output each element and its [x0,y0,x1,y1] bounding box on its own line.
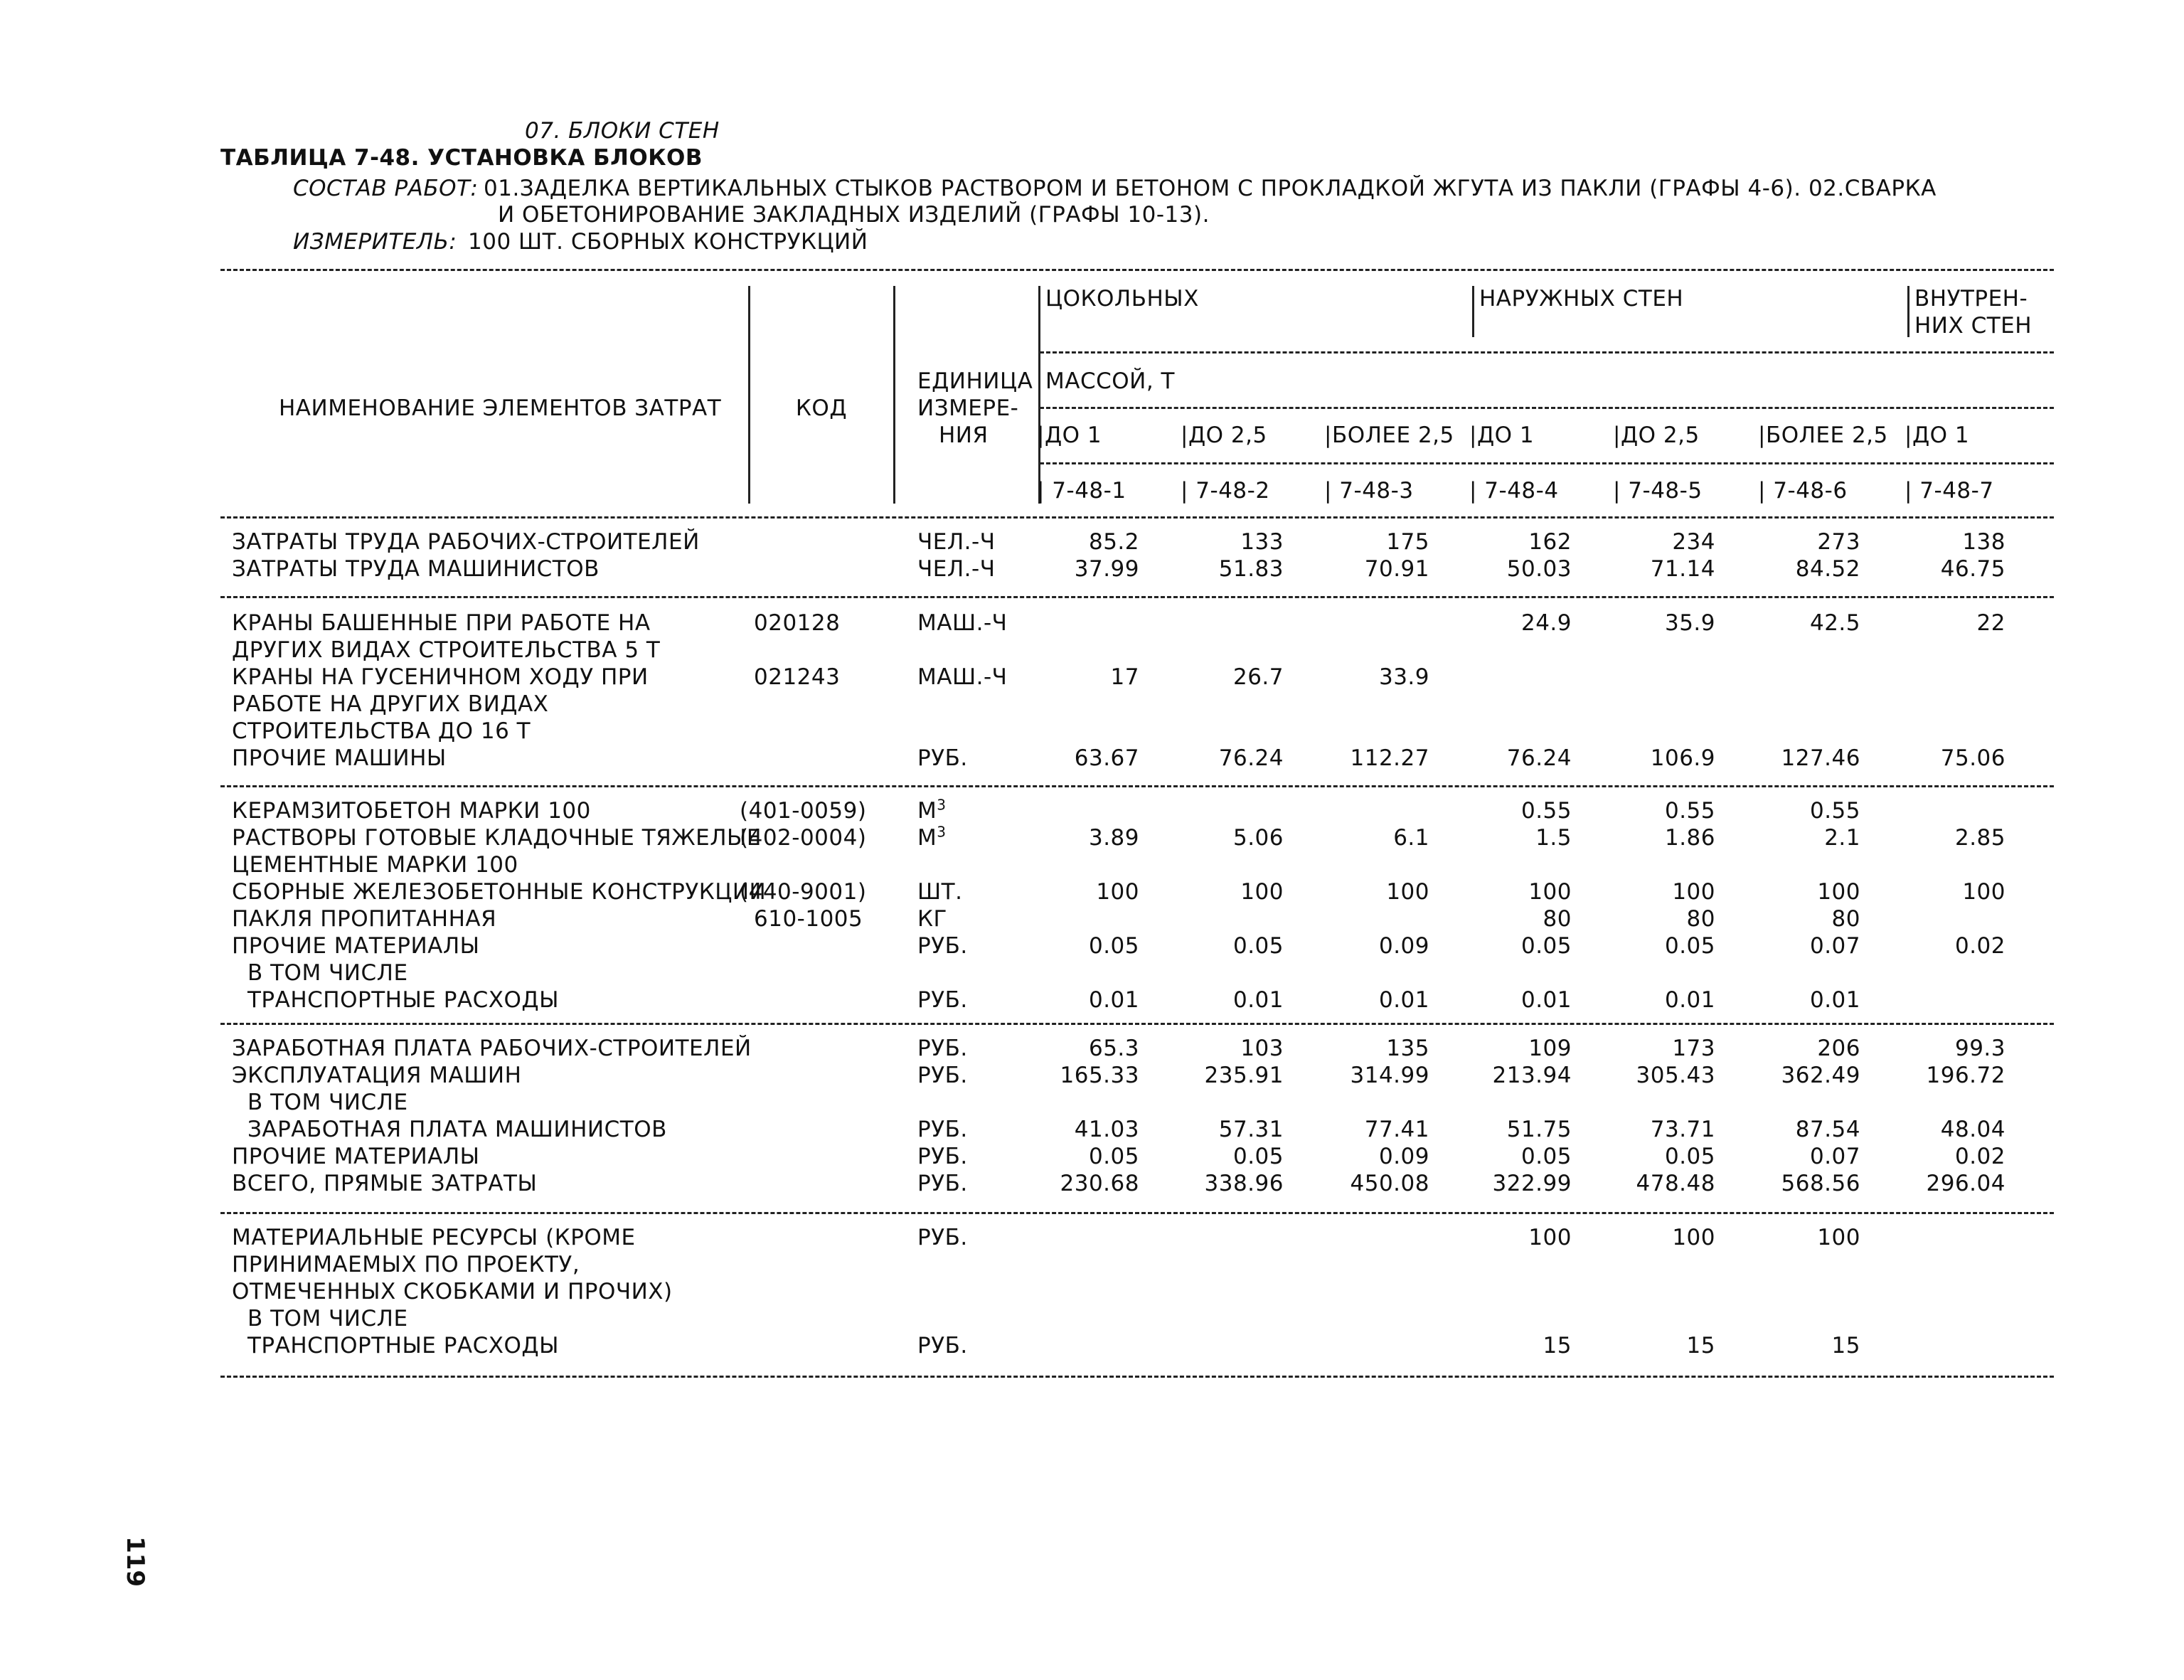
row-name: КЕРАМЗИТОБЕТОН МАРКИ 100 [232,798,591,824]
row-value: 0.01 [1088,987,1139,1013]
row-value: 76.24 [1218,745,1284,771]
mass-class-6: |БОЛЕЕ 2,5 [1758,422,1888,448]
row-value: 15 [1686,1333,1715,1359]
table-top-rule [220,269,2054,271]
row-name: ТРАНСПОРТНЫЕ РАСХОДЫ [247,1333,559,1359]
table-bottom-rule [220,1376,2054,1378]
row-value: 99.3 [1954,1036,2005,1061]
group-base: ЦОКОЛЬНЫХ [1045,286,1199,312]
row-value: 135 [1386,1036,1429,1061]
row-name-cont: СТРОИТЕЛЬСТВА ДО 16 Т [232,718,531,744]
header-bottom-rule [220,516,2054,519]
row-code: (401-0059) [740,798,867,824]
row-value: 206 [1817,1036,1860,1061]
row-value: 80 [1831,906,1860,932]
row-value: 100 [1672,879,1715,905]
row-unit: РУБ. [917,987,968,1013]
work-line-2: И ОБЕТОНИРОВАНИЕ ЗАКЛАДНЫХ ИЗДЕЛИЙ (ГРАФЫ 10-13). [498,202,1210,228]
row-unit: РУБ. [917,1036,968,1061]
row-value: 213.94 [1492,1063,1572,1088]
row-value: 65.3 [1088,1036,1139,1061]
row-name-cont: ЦЕМЕНТНЫЕ МАРКИ 100 [232,852,518,878]
mass-class-2: |ДО 2,5 [1181,422,1267,448]
row-value: 70.91 [1364,556,1429,582]
col-sep-name [748,286,750,504]
row-value: 6.1 [1393,825,1429,851]
row-value: 273 [1817,529,1860,555]
row-value: 109 [1528,1036,1572,1061]
row-value: 71.14 [1650,556,1715,582]
row-value: 0.05 [1088,1144,1139,1169]
col-sep-inner [1907,286,1909,337]
col-sep-code [893,286,895,504]
header-rule-1 [1040,351,2054,353]
row-value: 80 [1686,906,1715,932]
section-rule-2 [220,785,2054,787]
row-value: 22 [1976,610,2005,636]
row-value: 1.5 [1535,825,1572,851]
row-value: 0.01 [1378,987,1429,1013]
row-value: 162 [1528,529,1572,555]
row-value: 3.89 [1088,825,1139,851]
unit-superscript: 3 [937,796,947,814]
group-inner-2: НИХ СТЕН [1914,313,2033,339]
row-code: 610-1005 [754,906,863,932]
row-value: 100 [1386,879,1429,905]
row-value: 0.07 [1809,933,1860,959]
row-value: 100 [1817,879,1860,905]
row-value: 77.41 [1364,1117,1429,1142]
row-unit: МАШ.-Ч [917,610,1008,636]
row-value: 73.71 [1650,1117,1715,1142]
row-value: 100 [1817,1225,1860,1250]
row-value: 103 [1240,1036,1284,1061]
row-name-cont: ОТМЕЧЕННЫХ СКОБКАМИ И ПРОЧИХ) [232,1279,673,1304]
row-name: ПРОЧИЕ МАШИНЫ [232,745,447,771]
row-value: 100 [1528,879,1572,905]
row-unit: КГ [917,906,947,932]
row-value: 0.05 [1664,1144,1715,1169]
row-value: 0.05 [1520,1144,1572,1169]
row-value: 24.9 [1520,610,1572,636]
row-name: ЗАТРАТЫ ТРУДА РАБОЧИХ-СТРОИТЕЛЕЙ [232,529,700,555]
row-value: 33.9 [1378,664,1429,690]
section-rule-4 [220,1212,2054,1214]
row-value: 50.03 [1506,556,1572,582]
row-value: 0.01 [1809,987,1860,1013]
row-value: 0.02 [1954,1144,2005,1169]
norm-code-6: | 7-48-6 [1758,478,1848,504]
row-unit: РУБ. [917,745,968,771]
row-name: КРАНЫ БАШЕННЫЕ ПРИ РАБОТЕ НА [232,610,651,636]
row-value: 63.67 [1074,745,1139,771]
row-value: 15 [1543,1333,1572,1359]
row-value: 0.55 [1520,798,1572,824]
row-code: 020128 [754,610,841,636]
row-value: 26.7 [1232,664,1284,690]
row-code: (440-9001) [740,879,867,905]
unit-col-header-2: ИЗМЕРЕ- [917,395,1019,421]
row-value: 338.96 [1204,1171,1284,1196]
mass-class-5: |ДО 2,5 [1613,422,1700,448]
row-value: 35.9 [1664,610,1715,636]
row-name-cont: ДРУГИХ ВИДАХ СТРОИТЕЛЬСТВА 5 Т [232,637,661,663]
row-value: 0.01 [1664,987,1715,1013]
header-rule-2 [1040,407,2054,409]
row-value: 46.75 [1940,556,2005,582]
row-value: 0.09 [1378,1144,1429,1169]
norm-code-2: | 7-48-2 [1181,478,1270,504]
row-value: 106.9 [1650,745,1715,771]
norm-code-7: | 7-48-7 [1905,478,1994,504]
work-line-1: 01.ЗАДЕЛКА ВЕРТИКАЛЬНЫХ СТЫКОВ РАСТВОРОМ И БЕТОНОМ С ПРОКЛАДКОЙ ЖГУТА ИЗ ПАКЛИ (ГРАФЫ 4-6). 02.СВАРКА [484,176,1937,201]
row-value: 322.99 [1492,1171,1572,1196]
row-name: СБОРНЫЕ ЖЕЛЕЗОБЕТОННЫЕ КОНСТРУКЦИИ [232,879,767,905]
row-name: ЗАТРАТЫ ТРУДА МАШИНИСТОВ [232,556,600,582]
row-value: 112.27 [1350,745,1429,771]
measure-label: ИЗМЕРИТЕЛЬ: [293,229,457,255]
row-value: 0.05 [1232,1144,1284,1169]
row-value: 133 [1240,529,1284,555]
row-name: ВСЕГО, ПРЯМЫЕ ЗАТРАТЫ [232,1171,538,1196]
row-value: 87.54 [1795,1117,1860,1142]
row-value: 2.85 [1954,825,2005,851]
row-value: 0.01 [1520,987,1572,1013]
row-value: 0.09 [1378,933,1429,959]
row-name-cont: ПРИНИМАЕМЫХ ПО ПРОЕКТУ, [232,1252,580,1277]
table-title: ТАБЛИЦА 7-48. УСТАНОВКА БЛОКОВ [220,145,703,171]
row-value: 51.75 [1506,1117,1572,1142]
row-name-cont: В ТОМ ЧИСЛЕ [247,1306,408,1331]
col-sep-outer [1472,286,1474,337]
page-number: 119 [121,1536,149,1587]
row-unit: РУБ. [917,1225,968,1250]
mass-class-7: |ДО 1 [1905,422,1970,448]
norm-code-3: | 7-48-3 [1324,478,1414,504]
row-value: 0.05 [1664,933,1715,959]
section-title: 07. БЛОКИ СТЕН [525,118,720,144]
row-value: 0.05 [1520,933,1572,959]
row-value: 0.07 [1809,1144,1860,1169]
group-outer: НАРУЖНЫХ СТЕН [1479,286,1684,312]
row-name: ЗАРАБОТНАЯ ПЛАТА РАБОЧИХ-СТРОИТЕЛЕЙ [232,1036,752,1061]
row-value: 0.02 [1954,933,2005,959]
row-unit: РУБ. [917,1117,968,1142]
row-code: 021243 [754,664,841,690]
section-rule-3 [220,1023,2054,1025]
row-name-cont: РАБОТЕ НА ДРУГИХ ВИДАХ [232,691,549,717]
row-value: 2.1 [1824,825,1860,851]
row-value: 0.55 [1664,798,1715,824]
row-code: (402-0004) [740,825,867,851]
row-value: 235.91 [1204,1063,1284,1088]
row-value: 568.56 [1781,1171,1860,1196]
row-value: 314.99 [1350,1063,1429,1088]
col-sep-unit [1038,286,1040,504]
header-rule-3 [1040,462,2054,464]
row-unit: $М^3$ [917,823,947,851]
unit-col-header-1: ЕДИНИЦА [917,368,1033,394]
row-name-cont: В ТОМ ЧИСЛЕ [247,1090,408,1115]
row-value: 173 [1672,1036,1715,1061]
group-inner-1: ВНУТРЕН- [1914,286,2028,312]
row-value: 51.83 [1218,556,1284,582]
row-unit: РУБ. [917,1144,968,1169]
row-name: ЭКСПЛУАТАЦИЯ МАШИН [232,1063,522,1088]
row-value: 80 [1543,906,1572,932]
row-value: 478.48 [1636,1171,1715,1196]
row-value: 100 [1962,879,2005,905]
row-name: ЗАРАБОТНАЯ ПЛАТА МАШИНИСТОВ [247,1117,667,1142]
row-value: 100 [1528,1225,1572,1250]
row-value: 48.04 [1940,1117,2005,1142]
row-unit: ЧЕЛ.-Ч [917,529,996,555]
name-col-header: НАИМЕНОВАНИЕ ЭЛЕМЕНТОВ ЗАТРАТ [279,395,722,421]
row-unit: МАШ.-Ч [917,664,1008,690]
row-value: 76.24 [1506,745,1572,771]
row-value: 57.31 [1218,1117,1284,1142]
section-rule-1 [220,596,2054,598]
row-value: 37.99 [1074,556,1139,582]
row-name: ТРАНСПОРТНЫЕ РАСХОДЫ [247,987,559,1013]
mass-class-1: |ДО 1 [1037,422,1102,448]
row-value: 196.72 [1926,1063,2005,1088]
row-unit: ШТ. [917,879,963,905]
row-value: 0.05 [1232,933,1284,959]
norm-code-1: | 7-48-1 [1037,478,1126,504]
mass-label: МАССОЙ, Т [1045,368,1175,394]
row-value: 100 [1096,879,1139,905]
row-unit: $М^3$ [917,796,947,824]
row-value: 362.49 [1781,1063,1860,1088]
row-value: 0.55 [1809,798,1860,824]
row-name: КРАНЫ НА ГУСЕНИЧНОМ ХОДУ ПРИ [232,664,649,690]
row-value: 0.05 [1088,933,1139,959]
row-unit: РУБ. [917,1333,968,1359]
row-value: 234 [1672,529,1715,555]
row-name: МАТЕРИАЛЬНЫЕ РЕСУРСЫ (КРОМЕ [232,1225,636,1250]
mass-class-3: |БОЛЕЕ 2,5 [1324,422,1454,448]
unit-col-header-3: НИЯ [939,422,989,448]
row-name: ПРОЧИЕ МАТЕРИАЛЫ [232,933,480,959]
row-value: 175 [1386,529,1429,555]
row-value: 75.06 [1940,745,2005,771]
row-name: ПРОЧИЕ МАТЕРИАЛЫ [232,1144,480,1169]
row-value: 296.04 [1926,1171,2005,1196]
row-value: 0.01 [1232,987,1284,1013]
unit-superscript: 3 [937,823,947,841]
row-name: РАСТВОРЫ ГОТОВЫЕ КЛАДОЧНЫЕ ТЯЖЕЛЫЕ [232,825,761,851]
row-name-cont: В ТОМ ЧИСЛЕ [247,960,408,986]
row-value: 450.08 [1350,1171,1429,1196]
norm-code-5: | 7-48-5 [1613,478,1703,504]
row-value: 41.03 [1074,1117,1139,1142]
row-unit: РУБ. [917,1171,968,1196]
row-value: 85.2 [1088,529,1139,555]
code-col-header: КОД [795,395,848,421]
row-value: 15 [1831,1333,1860,1359]
row-value: 42.5 [1809,610,1860,636]
row-name: ПАКЛЯ ПРОПИТАННАЯ [232,906,497,932]
row-value: 305.43 [1636,1063,1715,1088]
norm-code-4: | 7-48-4 [1469,478,1559,504]
row-unit: ЧЕЛ.-Ч [917,556,996,582]
row-value: 1.86 [1664,825,1715,851]
row-value: 100 [1672,1225,1715,1250]
mass-class-4: |ДО 1 [1469,422,1535,448]
row-value: 138 [1962,529,2005,555]
row-unit: РУБ. [917,933,968,959]
row-unit: РУБ. [917,1063,968,1088]
row-value: 100 [1240,879,1284,905]
row-value: 84.52 [1795,556,1860,582]
row-value: 230.68 [1060,1171,1139,1196]
measure-value: 100 ШТ. СБОРНЫХ КОНСТРУКЦИЙ [468,229,868,255]
row-value: 5.06 [1232,825,1284,851]
work-label: СОСТАВ РАБОТ: [293,176,479,201]
row-value: 165.33 [1060,1063,1139,1088]
row-value: 127.46 [1781,745,1860,771]
row-value: 17 [1110,664,1139,690]
